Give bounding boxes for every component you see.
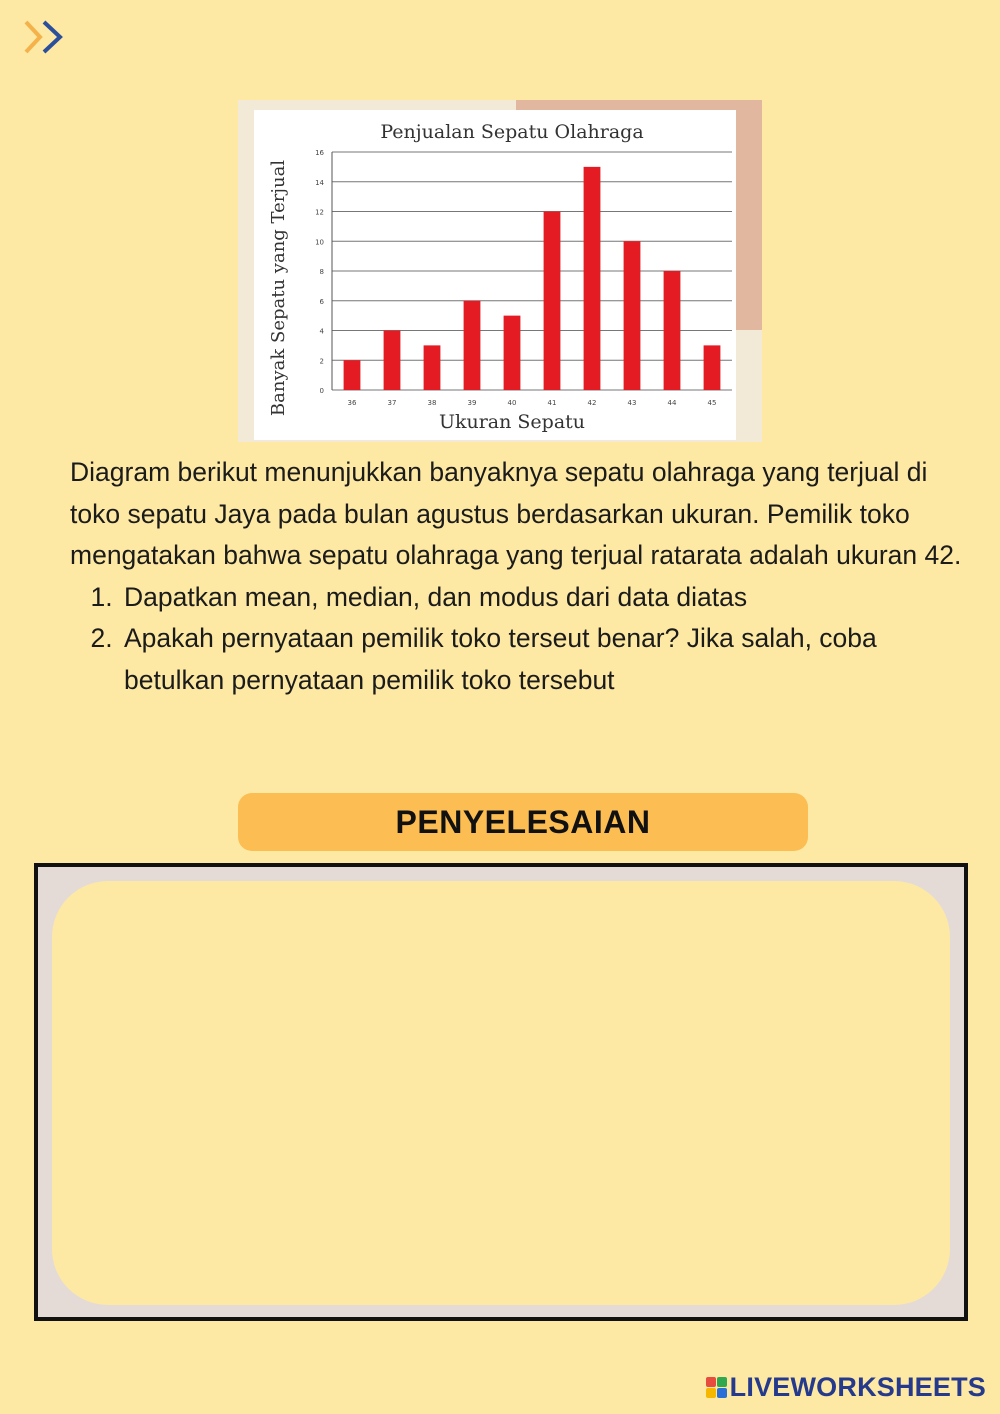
- x-tick-label: 44: [667, 399, 677, 407]
- bar: [544, 212, 561, 391]
- answer-box: [34, 863, 968, 1321]
- y-tick-label: 8: [319, 268, 324, 276]
- answer-input-area[interactable]: [52, 881, 950, 1305]
- bar: [424, 345, 441, 390]
- bar: [384, 331, 401, 391]
- x-tick-label: 42: [587, 399, 597, 407]
- x-tick-label: 39: [467, 399, 477, 407]
- y-tick-label: 6: [319, 297, 324, 306]
- x-tick-label: 38: [427, 399, 437, 407]
- bar: [664, 271, 681, 390]
- chart-panel: [254, 110, 736, 440]
- solution-header: [238, 793, 808, 851]
- y-tick-label: 10: [315, 238, 324, 247]
- x-tick-label: 37: [387, 399, 397, 407]
- solution-header-label: PENYELESAIAN: [395, 803, 651, 840]
- x-tick-label: 41: [547, 399, 557, 407]
- problem-paragraph: Diagram berikut menunjukkan banyaknya sepatu olahraga yang terjual di toko sepatu Jaya pada bulan agustus berdasarkan ukuran. Pemilik toko mengatakan bahwa sepatu olahraga yang terjual ratarata adalah ukuran 42.: [70, 457, 962, 570]
- bar: [584, 167, 601, 390]
- y-tick-label: 14: [315, 178, 324, 187]
- chart-image: [238, 100, 762, 442]
- bar: [624, 241, 641, 390]
- x-tick-label: 36: [347, 399, 357, 407]
- y-tick-label: 16: [315, 149, 324, 157]
- chart-title: Penjualan Sepatu Olahraga: [380, 121, 644, 143]
- x-tick-label: 40: [507, 399, 517, 407]
- question-list: [70, 577, 970, 702]
- brand-text: LIVEWORKSHEETS: [729, 1371, 986, 1402]
- chart-xlabel: Ukuran Sepatu: [438, 411, 586, 433]
- bar: [464, 301, 481, 390]
- question-item: 2. Apakah pernyataan pemilik toko terseut benar? Jika salah, coba betulkan pernyataan pemilik toko tersebut: [120, 618, 970, 701]
- y-tick-label: 2: [319, 357, 324, 366]
- y-tick-label: 4: [319, 327, 324, 336]
- double-chevron-right-icon: [20, 16, 72, 58]
- y-tick-label: 12: [315, 208, 324, 217]
- x-tick-label: 45: [707, 399, 717, 407]
- bar: [504, 316, 521, 390]
- liveworksheets-logo-icon: [706, 1377, 727, 1398]
- bar: [344, 360, 361, 390]
- x-tick-label: 43: [627, 399, 637, 407]
- y-tick-label: 0: [319, 387, 324, 395]
- chart-ylabel: Banyak Sepatu yang Terjual: [268, 159, 289, 417]
- question-item: 1. Dapatkan mean, median, dan modus dari data diatas: [120, 577, 970, 619]
- bar: [704, 345, 721, 390]
- problem-statement: [70, 452, 970, 701]
- liveworksheets-logo: [706, 1370, 986, 1404]
- bar-chart: [254, 110, 736, 440]
